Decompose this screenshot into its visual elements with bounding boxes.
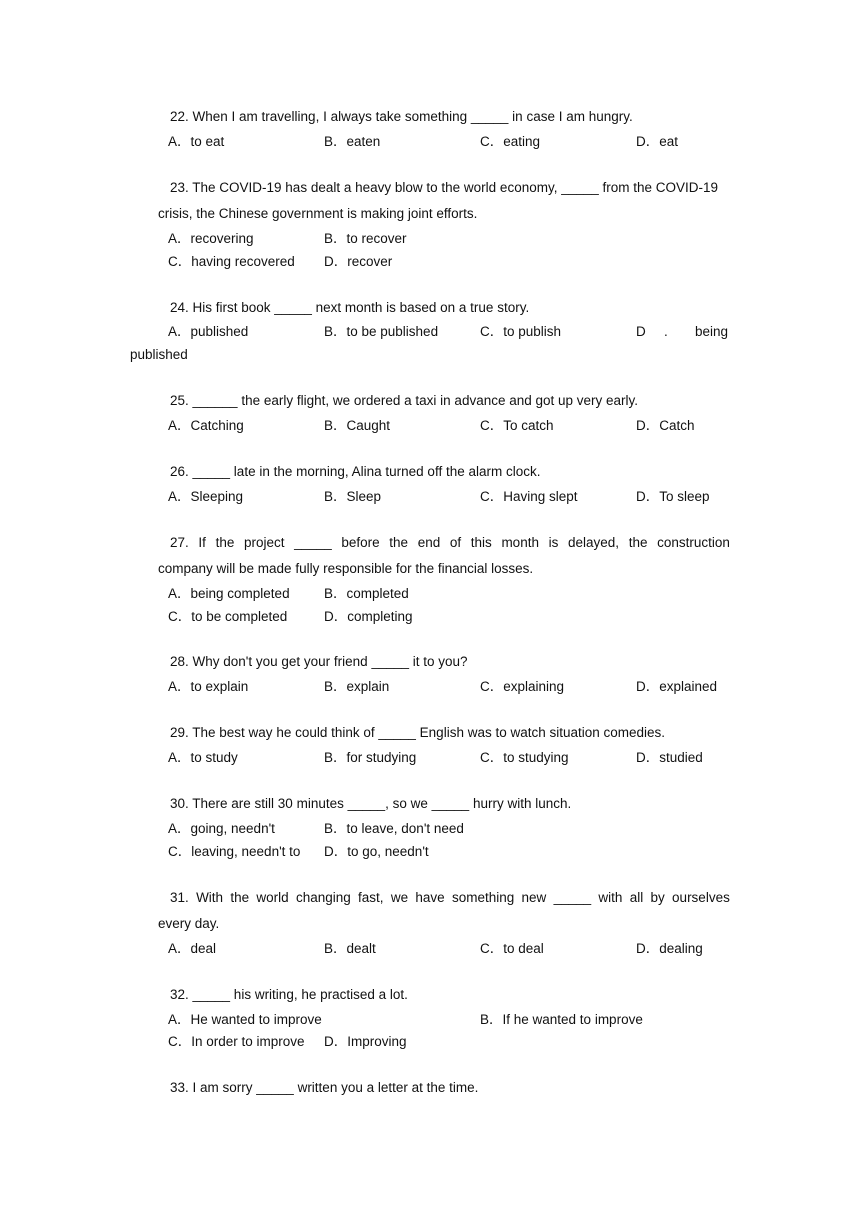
option-c: C．to deal xyxy=(480,941,544,956)
option-a: A．Sleeping xyxy=(168,489,244,504)
stem-word: we xyxy=(390,890,409,905)
option-d-dot: . xyxy=(664,324,668,339)
option-b: B．to leave, don't need xyxy=(324,821,464,836)
option-a: A．published xyxy=(168,324,249,339)
option-d: D．dealing xyxy=(636,941,703,956)
stem-word: _____ xyxy=(553,890,592,905)
question-30-stem: 30. There are still 30 minutes _____, so we _____ hurry with lunch. xyxy=(170,796,572,811)
option-b: B．Sleep xyxy=(324,489,382,504)
option-b: B．dealt xyxy=(324,941,376,956)
stem-word: something xyxy=(451,890,515,905)
stem-word: project xyxy=(244,535,285,550)
stem-word: before xyxy=(341,535,380,550)
question-22-options xyxy=(168,133,768,151)
question-30-options-row1 xyxy=(168,820,768,838)
question-29-options xyxy=(168,749,768,767)
option-a: A．deal xyxy=(168,941,217,956)
option-c: C．leaving, needn't to xyxy=(168,844,301,859)
stem-word: end xyxy=(417,535,441,550)
question-28-stem: 28. Why don't you get your friend _____ it to you? xyxy=(170,654,468,669)
stem-word: the xyxy=(389,535,409,550)
question-30-options-row2 xyxy=(168,843,768,861)
stem-word: is xyxy=(548,535,559,550)
stem-word: 27. xyxy=(170,535,189,550)
option-a: A．to eat xyxy=(168,134,225,149)
stem-word: of xyxy=(449,535,462,550)
option-d: D．completing xyxy=(324,609,413,624)
option-d: D．To sleep xyxy=(636,489,710,504)
question-32-stem: 32. _____ his writing, he practised a lot. xyxy=(170,987,408,1002)
option-d: D．Catch xyxy=(636,418,695,433)
option-a: A．going, needn't xyxy=(168,821,275,836)
option-c: C．to be completed xyxy=(168,609,288,624)
question-25-options xyxy=(168,417,768,435)
stem-word: delayed, xyxy=(568,535,620,550)
question-23-stem: 23. The COVID-19 has dealt a heavy blow to the world economy, _____ from the COVID-19 xyxy=(170,180,719,195)
option-c: C．explaining xyxy=(480,679,565,694)
option-d-continued: published xyxy=(130,347,188,362)
stem-word: _____ xyxy=(294,535,332,550)
question-31-stem-continued: every day. xyxy=(158,916,220,931)
question-33-stem: 33. I am sorry _____ written you a letter at the time. xyxy=(170,1080,479,1095)
stem-word: fast, xyxy=(358,890,384,905)
option-b: B．to be published xyxy=(324,324,439,339)
option-a: A．to explain xyxy=(168,679,249,694)
question-26-options xyxy=(168,488,768,506)
option-a: A．being completed xyxy=(168,586,290,601)
option-b: B．Caught xyxy=(324,418,391,433)
question-23-stem-continued: crisis, the Chinese government is making joint efforts. xyxy=(158,206,478,221)
option-d-letter: D xyxy=(636,324,646,339)
stem-word: month xyxy=(501,535,539,550)
option-c: C．eating xyxy=(480,134,541,149)
stem-word: by xyxy=(650,890,665,905)
option-d: D．to go, needn't xyxy=(324,844,429,859)
option-c: C．In order to improve xyxy=(168,1034,305,1049)
question-27-stem-continued: company will be made fully responsible for the financial losses. xyxy=(158,561,534,576)
stem-word: the xyxy=(628,535,648,550)
question-28-options xyxy=(168,678,768,696)
question-27-options-row2 xyxy=(168,608,768,626)
question-31-stem xyxy=(170,889,730,907)
option-a: A．recovering xyxy=(168,231,254,246)
stem-word: changing xyxy=(295,890,351,905)
option-c: C．Having slept xyxy=(480,489,578,504)
stem-word: ourselves xyxy=(672,890,730,905)
option-b: B．to recover xyxy=(324,231,407,246)
stem-word: the xyxy=(230,890,250,905)
option-a: A．Catching xyxy=(168,418,244,433)
question-25-stem: 25. ______ the early flight, we ordered a taxi in advance and got up very early. xyxy=(170,393,639,408)
stem-word: the xyxy=(215,535,235,550)
option-d: D．eat xyxy=(636,134,679,149)
option-c: C．to studying xyxy=(480,750,569,765)
option-d: D．explained xyxy=(636,679,718,694)
option-d: D．studied xyxy=(636,750,703,765)
stem-word: have xyxy=(415,890,445,905)
option-b: B．eaten xyxy=(324,134,381,149)
stem-word: with xyxy=(598,890,623,905)
stem-word: construction xyxy=(657,535,730,550)
stem-word: this xyxy=(470,535,492,550)
question-22-stem: 22. When I am travelling, I always take something _____ in case I am hungry. xyxy=(170,109,633,124)
question-23-options-row1 xyxy=(168,230,768,248)
stem-word: all xyxy=(629,890,644,905)
option-d-word: being xyxy=(695,324,729,339)
option-c: C．having recovered xyxy=(168,254,295,269)
option-a: A．He wanted to improve xyxy=(168,1012,322,1027)
option-c: C．to publish xyxy=(480,324,562,339)
option-b: B．If he wanted to improve xyxy=(480,1012,643,1027)
option-d: D．Improving xyxy=(324,1034,407,1049)
question-24-options xyxy=(168,323,768,341)
option-b: B．for studying xyxy=(324,750,417,765)
option-b: B．explain xyxy=(324,679,390,694)
option-d: D．recover xyxy=(324,254,393,269)
stem-word: world xyxy=(256,890,289,905)
question-24-stem: 24. His first book _____ next month is based on a true story. xyxy=(170,300,530,315)
option-c: C．To catch xyxy=(480,418,554,433)
question-31-options xyxy=(168,940,768,958)
stem-word: If xyxy=(198,535,206,550)
option-a: A．to study xyxy=(168,750,238,765)
stem-word: new xyxy=(521,890,547,905)
question-32-options-row1 xyxy=(168,1011,768,1029)
option-b: B．completed xyxy=(324,586,409,601)
question-26-stem: 26. _____ late in the morning, Alina turned off the alarm clock. xyxy=(170,464,541,479)
stem-word: 31. xyxy=(170,890,189,905)
question-27-stem xyxy=(170,534,730,552)
question-23-options-row2 xyxy=(168,253,768,271)
question-27-options-row1 xyxy=(168,585,768,603)
stem-word: With xyxy=(196,890,224,905)
question-29-stem: 29. The best way he could think of _____ English was to watch situation comedies. xyxy=(170,725,666,740)
question-32-options-row2 xyxy=(168,1033,768,1051)
